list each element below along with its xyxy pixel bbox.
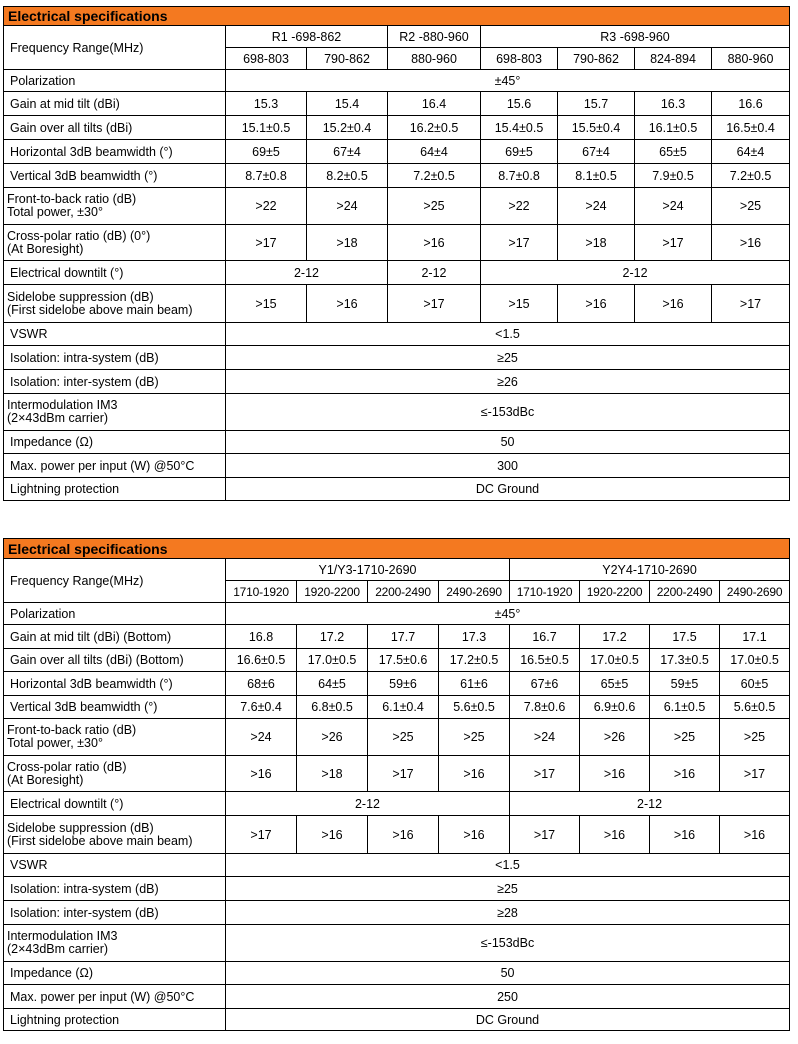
cell-value: >17 [368,756,439,792]
isolation-intra-row [4,346,790,370]
cell-value: >16 [307,285,388,323]
cell-value: 64±4 [712,140,790,164]
cell-value: 67±6 [510,672,580,696]
row-label: Gain over all tilts (dBi) [4,116,226,140]
cell-value: 17.5 [650,625,720,649]
band-header: 1710-1920 [226,581,297,603]
row-label [4,225,226,261]
band-group-header: R3 -698-960 [481,26,790,48]
cell-value: >16 [439,756,510,792]
table-title: Electrical specifications [4,7,790,26]
band-group-header: Y1/Y3-1710-2690 [226,559,510,581]
row-label [4,816,226,854]
impedance-row [4,962,790,985]
row-label: Gain at mid tilt (dBi) [4,92,226,116]
row-label [4,285,226,323]
cell-value: 2-12 [510,792,790,816]
cell-value: 15.4±0.5 [481,116,558,140]
frequency-range-label: Frequency Range(MHz) [4,26,226,70]
cell-value: >17 [635,225,712,261]
cell-value: 15.7 [558,92,635,116]
cell-value: 6.1±0.4 [368,696,439,719]
cell-value: 17.0±0.5 [580,649,650,672]
cell-value: ≥28 [226,901,790,925]
row-label: Isolation: inter-system (dB) [4,901,226,925]
cell-value: >16 [650,756,720,792]
cell-value: >25 [720,719,790,756]
band-group-header: R2 -880-960 [388,26,481,48]
row-label-line: Total power, ±30° [7,205,103,219]
row-label: VSWR [4,323,226,346]
band-header: 790-862 [307,48,388,70]
cell-value: >22 [481,188,558,225]
row-label: Polarization [4,70,226,92]
row-label-line: Cross-polar ratio (dB) [7,759,127,774]
cell-value: >25 [712,188,790,225]
cell-value: 15.4 [307,92,388,116]
row-label-line: (First sidelobe above main beam) [7,302,193,317]
isolation-inter-row [4,370,790,394]
band-header: 880-960 [712,48,790,70]
cell-value: 17.1 [720,625,790,649]
cell-value: 16.4 [388,92,481,116]
cell-value: 17.0±0.5 [720,649,790,672]
cell-value: 5.6±0.5 [720,696,790,719]
frequency-group-row [4,26,790,48]
cell-value: 2-12 [388,261,481,285]
cell-value: >16 [580,816,650,854]
cell-value: >24 [510,719,580,756]
cell-value: 2-12 [226,792,510,816]
cell-value: 2-12 [226,261,388,285]
cell-value: 6.1±0.5 [650,696,720,719]
cell-value: >24 [635,188,712,225]
isolation-inter-row [4,901,790,925]
cell-value: >17 [720,756,790,792]
row-label: Electrical downtilt (°) [4,261,226,285]
intermodulation-row [4,925,790,962]
vertical-beamwidth-row [4,696,790,719]
row-label: Horizontal 3dB beamwidth (°) [4,672,226,696]
cell-value: >24 [226,719,297,756]
cell-value: >25 [439,719,510,756]
cell-value: 17.0±0.5 [297,649,368,672]
cell-value: >26 [580,719,650,756]
row-label-line: Sidelobe suppression (dB) [7,289,154,304]
cell-value: 16.1±0.5 [635,116,712,140]
row-label-line: Cross-polar ratio (dB) (0°) [7,228,151,243]
cell-value: 15.2±0.4 [307,116,388,140]
cell-value: DC Ground [226,1009,790,1031]
cell-value: ≤-153dBc [226,925,790,962]
row-label: Electrical downtilt (°) [4,792,226,816]
band-header: 2490-2690 [439,581,510,603]
cell-value: 16.6±0.5 [226,649,297,672]
row-label-line: (At Boresight) [7,241,84,256]
cell-value: >17 [510,756,580,792]
cell-value: 17.2±0.5 [439,649,510,672]
band-header: 1920-2200 [297,581,368,603]
cell-value: 59±5 [650,672,720,696]
frequency-group-row [4,559,790,581]
cross-polar-row [4,756,790,792]
cell-value: >17 [226,816,297,854]
cell-value: 15.3 [226,92,307,116]
row-label: Vertical 3dB beamwidth (°) [4,696,226,719]
gain-mid-tilt-row [4,625,790,649]
cell-value: >24 [558,188,635,225]
cell-value: 8.7±0.8 [226,164,307,188]
row-label-line: (2×43dBm carrier) [7,411,109,425]
cell-value: 6.8±0.5 [297,696,368,719]
row-label: VSWR [4,854,226,877]
band-header: 1710-1920 [510,581,580,603]
cell-value: >16 [226,756,297,792]
cell-value: >17 [712,285,790,323]
cell-value: >17 [226,225,307,261]
row-label: Lightning protection [4,478,226,501]
cell-value: 68±6 [226,672,297,696]
band-header: 790-862 [558,48,635,70]
row-label-line: (2×43dBm carrier) [7,942,109,956]
polarization-row [4,70,790,92]
polarization-row [4,603,790,625]
row-label-line: Sidelobe suppression (dB) [7,820,154,835]
cell-value: 5.6±0.5 [439,696,510,719]
row-label: Gain over all tilts (dBi) (Bottom) [4,649,226,672]
cell-value: 17.7 [368,625,439,649]
cell-value: 17.3±0.5 [650,649,720,672]
intermodulation-row [4,394,790,431]
gain-all-tilts-row [4,116,790,140]
band-header: 2200-2490 [650,581,720,603]
cell-value: >17 [510,816,580,854]
row-label: Impedance (Ω) [4,431,226,454]
vswr-row [4,854,790,877]
front-to-back-row [4,719,790,756]
cell-value: 64±4 [388,140,481,164]
table-header-row [4,7,790,26]
sidelobe-suppression-row [4,285,790,323]
cell-value: ≥26 [226,370,790,394]
cell-value: 15.5±0.4 [558,116,635,140]
cell-value: 300 [226,454,790,478]
cell-value: 8.2±0.5 [307,164,388,188]
cell-value: 16.7 [510,625,580,649]
max-power-row [4,454,790,478]
row-label-line: Intermodulation IM3 [7,929,118,943]
frequency-range-label: Frequency Range(MHz) [4,559,226,603]
cell-value: 16.8 [226,625,297,649]
electrical-specs-table-1 [3,6,790,501]
row-label: Vertical 3dB beamwidth (°) [4,164,226,188]
horizontal-beamwidth-row [4,672,790,696]
cell-value: 59±6 [368,672,439,696]
row-label: Impedance (Ω) [4,962,226,985]
cell-value: 65±5 [580,672,650,696]
cell-value: ≥25 [226,877,790,901]
row-label-line: Total power, ±30° [7,736,103,750]
cell-value: 8.1±0.5 [558,164,635,188]
table-header-row [4,539,790,559]
cell-value: >18 [307,225,388,261]
cell-value: <1.5 [226,854,790,877]
cell-value: 2-12 [481,261,790,285]
cell-value: 17.2 [297,625,368,649]
cell-value: 60±5 [720,672,790,696]
cell-value: 69±5 [226,140,307,164]
row-label [4,756,226,792]
cell-value: 16.5±0.5 [510,649,580,672]
cell-value: >18 [558,225,635,261]
row-label [4,188,226,225]
cell-value: 61±6 [439,672,510,696]
band-header: 880-960 [388,48,481,70]
cell-value: 50 [226,431,790,454]
cell-value: 6.9±0.6 [580,696,650,719]
cell-value: >16 [388,225,481,261]
cell-value: >16 [558,285,635,323]
cell-value: 250 [226,985,790,1009]
electrical-specs-table-2 [3,538,790,1031]
cell-value: >15 [481,285,558,323]
cell-value: 7.2±0.5 [388,164,481,188]
electrical-downtilt-row [4,261,790,285]
cell-value: >22 [226,188,307,225]
impedance-row [4,431,790,454]
cell-value: ≤-153dBc [226,394,790,431]
band-group-header: R1 -698-862 [226,26,388,48]
cell-value: >16 [720,816,790,854]
max-power-row [4,985,790,1009]
band-header: 1920-2200 [580,581,650,603]
cell-value: DC Ground [226,478,790,501]
cell-value: 7.8±0.6 [510,696,580,719]
cell-value: >16 [297,816,368,854]
cell-value: <1.5 [226,323,790,346]
cell-value: >16 [368,816,439,854]
row-label: Horizontal 3dB beamwidth (°) [4,140,226,164]
cell-value: 17.2 [580,625,650,649]
vertical-beamwidth-row [4,164,790,188]
band-header: 698-803 [226,48,307,70]
row-label: Isolation: intra-system (dB) [4,346,226,370]
row-label: Isolation: inter-system (dB) [4,370,226,394]
front-to-back-row [4,188,790,225]
cell-value: >16 [650,816,720,854]
band-group-header: Y2Y4-1710-2690 [510,559,790,581]
row-label-line: Intermodulation IM3 [7,398,118,412]
table-title: Electrical specifications [4,539,790,559]
lightning-protection-row [4,478,790,501]
cell-value: ±45° [226,70,790,92]
cell-value: 69±5 [481,140,558,164]
cell-value: ≥25 [226,346,790,370]
cell-value: 15.1±0.5 [226,116,307,140]
cell-value: 7.2±0.5 [712,164,790,188]
row-label: Max. power per input (W) @50°C [4,454,226,478]
cell-value: >16 [439,816,510,854]
sidelobe-suppression-row [4,816,790,854]
cell-value: >25 [388,188,481,225]
cell-value: >25 [368,719,439,756]
isolation-intra-row [4,877,790,901]
vswr-row [4,323,790,346]
cell-value: 16.5±0.4 [712,116,790,140]
cell-value: 16.3 [635,92,712,116]
band-header: 2200-2490 [368,581,439,603]
row-label: Lightning protection [4,1009,226,1031]
cross-polar-row [4,225,790,261]
lightning-protection-row [4,1009,790,1031]
row-label [4,925,226,962]
row-label-line: Front-to-back ratio (dB) [7,192,137,206]
cell-value: 67±4 [307,140,388,164]
electrical-downtilt-row [4,792,790,816]
cell-value: 17.5±0.6 [368,649,439,672]
cell-value: 16.2±0.5 [388,116,481,140]
cell-value: 17.3 [439,625,510,649]
cell-value: 65±5 [635,140,712,164]
cell-value: 15.6 [481,92,558,116]
gain-all-tilts-row [4,649,790,672]
cell-value: 67±4 [558,140,635,164]
cell-value: >17 [481,225,558,261]
cell-value: 7.6±0.4 [226,696,297,719]
row-label [4,719,226,756]
cell-value: 8.7±0.8 [481,164,558,188]
band-header: 698-803 [481,48,558,70]
row-label: Max. power per input (W) @50°C [4,985,226,1009]
row-label: Polarization [4,603,226,625]
cell-value: >17 [388,285,481,323]
row-label-line: Front-to-back ratio (dB) [7,723,137,737]
row-label-line: (First sidelobe above main beam) [7,833,193,848]
band-header: 2490-2690 [720,581,790,603]
gain-mid-tilt-row [4,92,790,116]
band-header: 824-894 [635,48,712,70]
cell-value: >25 [650,719,720,756]
cell-value: >26 [297,719,368,756]
cell-value: >24 [307,188,388,225]
cell-value: 64±5 [297,672,368,696]
cell-value: >15 [226,285,307,323]
horizontal-beamwidth-row [4,140,790,164]
cell-value: 50 [226,962,790,985]
cell-value: >16 [712,225,790,261]
row-label-line: (At Boresight) [7,772,84,787]
cell-value: 16.6 [712,92,790,116]
cell-value: >16 [635,285,712,323]
row-label: Isolation: intra-system (dB) [4,877,226,901]
row-label: Gain at mid tilt (dBi) (Bottom) [4,625,226,649]
row-label [4,394,226,431]
cell-value: >18 [297,756,368,792]
cell-value: 7.9±0.5 [635,164,712,188]
cell-value: ±45° [226,603,790,625]
cell-value: >16 [580,756,650,792]
